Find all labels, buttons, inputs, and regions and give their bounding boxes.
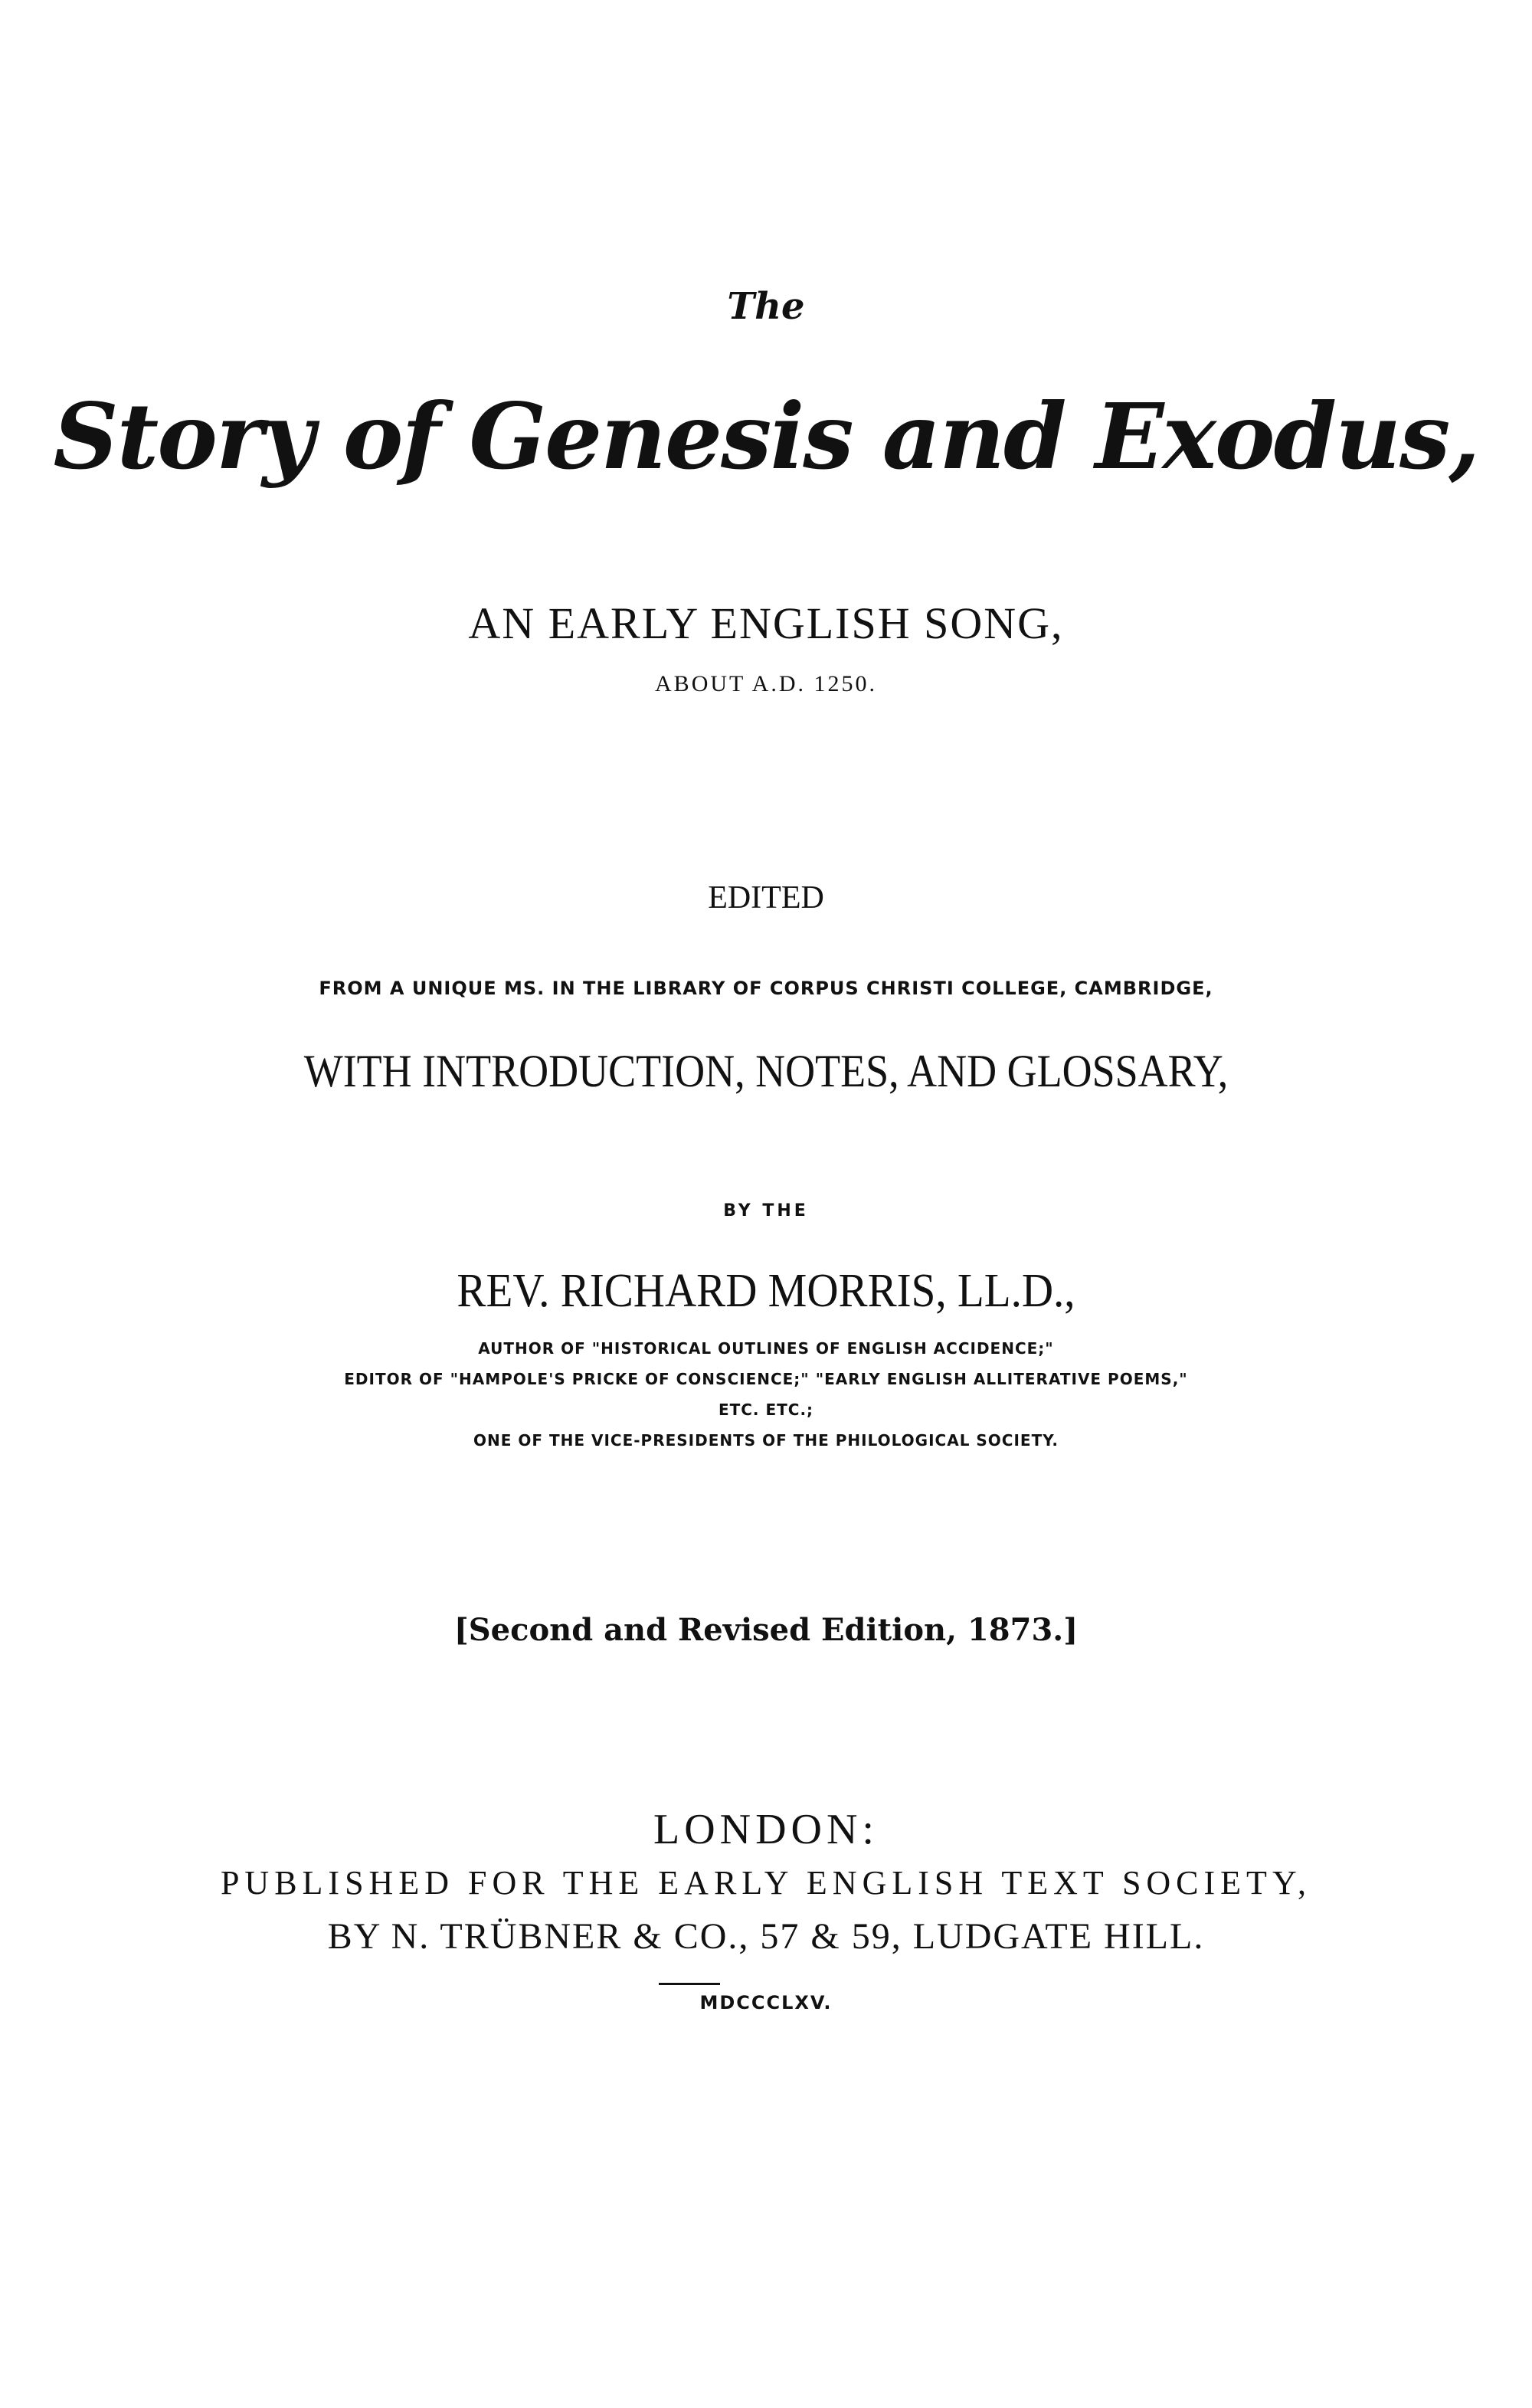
subtitle: AN EARLY ENGLISH SONG,	[468, 598, 1064, 648]
credential-line: AUTHOR OF "HISTORICAL OUTLINES OF ENGLISH ACCIDENCE;"	[478, 1339, 1054, 1358]
title-article: The	[727, 285, 805, 328]
credential-line: ETC. ETC.;	[718, 1401, 814, 1419]
by-the-label: BY THE	[723, 1201, 809, 1220]
credential-line: ONE OF THE VICE-PRESIDENTS OF THE PHILOLOGICAL SOCIETY.	[473, 1431, 1059, 1450]
edition-note: [Second and Revised Edition, 1873.]	[453, 1612, 1079, 1648]
imprint-printer: BY N. TRÜBNER & CO., 57 & 59, LUDGATE HILL.	[327, 1916, 1205, 1957]
credential-line: EDITOR OF "HAMPOLE'S PRICKE OF CONSCIENCE;" "EARLY ENGLISH ALLITERATIVE POEMS,"	[344, 1370, 1188, 1388]
editor-name: REV. RICHARD MORRIS, LL.D.,	[457, 1265, 1075, 1317]
imprint-year: MDCCCLXV.	[699, 1992, 833, 2013]
divider-rule	[659, 1983, 720, 1985]
imprint-publisher: PUBLISHED FOR THE EARLY ENGLISH TEXT SOCIETY,	[220, 1864, 1312, 1902]
book-title: Story of Genesis and Exodus,	[53, 383, 1479, 490]
contents-line: WITH INTRODUCTION, NOTES, AND GLOSSARY,	[303, 1046, 1229, 1096]
source-line: FROM A UNIQUE MS. IN THE LIBRARY OF CORPUS CHRISTI COLLEGE, CAMBRIDGE,	[319, 978, 1213, 999]
date-line: ABOUT A.D. 1250.	[655, 671, 877, 696]
imprint-city: LONDON:	[653, 1806, 879, 1853]
edited-label: EDITED	[708, 880, 824, 916]
